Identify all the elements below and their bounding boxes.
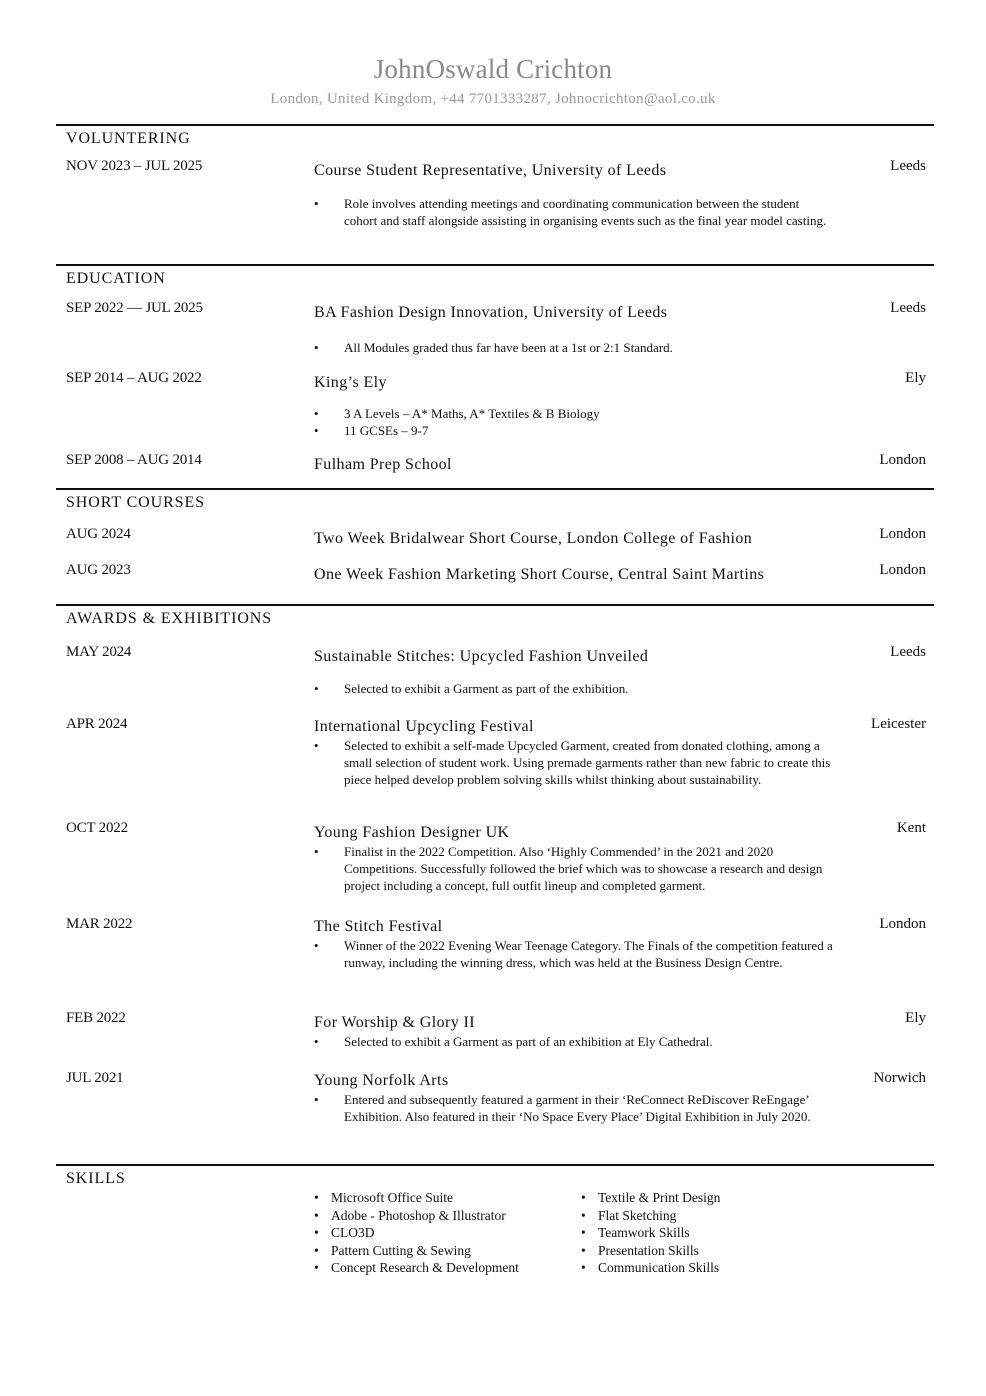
skills-list-right xyxy=(581,1189,720,1277)
entry-location: Leeds xyxy=(890,300,926,316)
entry-title: One Week Fashion Marketing Short Course, Central Saint Martins xyxy=(314,566,765,583)
contact-line: London, United Kingdom, +44 7701333287, Johnocrichton@aol.co.uk xyxy=(270,91,716,107)
entry-date: AUG 2023 xyxy=(66,562,131,578)
skill-item: • Microsoft Office Suite xyxy=(314,1189,519,1207)
entry-date: MAY 2024 xyxy=(66,644,132,660)
entry-date: SEP 2022 — JUL 2025 xyxy=(66,300,203,316)
section-divider xyxy=(56,124,934,126)
entry-location: Leeds xyxy=(890,158,926,174)
entry-bullets xyxy=(314,1033,834,1050)
skill-item: • Presentation Skills xyxy=(581,1242,720,1260)
entry-title: King’s Ely xyxy=(314,374,387,391)
entry-date: SEP 2014 – AUG 2022 xyxy=(66,370,202,386)
entry-title: BA Fashion Design Innovation, University of Leeds xyxy=(314,304,668,321)
section-heading-awards: AWARDS & EXHIBITIONS xyxy=(66,610,273,627)
bullet-item: • Selected to exhibit a Garment as part of the exhibition. xyxy=(314,680,834,697)
bullet-item: • Role involves attending meetings and coordinating communication between the student cohort and staff alongside assisting in organising events such as the final year model casting. xyxy=(314,195,834,229)
entry-bullets xyxy=(314,843,834,894)
bullet-item: • Selected to exhibit a Garment as part of an exhibition at Ely Cathedral. xyxy=(314,1033,834,1050)
entry-bullets xyxy=(314,680,834,697)
entry-title: Fulham Prep School xyxy=(314,456,452,473)
section-divider xyxy=(56,604,934,606)
entry-title: Two Week Bridalwear Short Course, London College of Fashion xyxy=(314,530,753,547)
entry-date: JUL 2021 xyxy=(66,1070,124,1086)
entry-bullets xyxy=(314,405,834,439)
skill-item: • Communication Skills xyxy=(581,1259,720,1277)
entry-date: OCT 2022 xyxy=(66,820,128,836)
entry-date: APR 2024 xyxy=(66,716,128,732)
bullet-item: • Finalist in the 2022 Competition. Also ‘Highly Commended’ in the 2021 and 2020 Competitions. Successfully followed the brief which was to showcase a research and design project including a concept, full outfit lineup and completed garment. xyxy=(314,843,834,894)
entry-title: International Upcycling Festival xyxy=(314,718,534,735)
entry-location: London xyxy=(879,562,926,578)
entry-location: London xyxy=(879,916,926,932)
section-divider xyxy=(56,264,934,266)
entry-title: Young Fashion Designer UK xyxy=(314,824,510,841)
skills-list-left xyxy=(314,1189,519,1277)
entry-date: SEP 2008 – AUG 2014 xyxy=(66,452,202,468)
entry-location: London xyxy=(879,452,926,468)
section-divider xyxy=(56,488,934,490)
section-heading-volunteering: VOLUNTERING xyxy=(66,130,191,147)
entry-title: Course Student Representative, University of Leeds xyxy=(314,162,667,179)
entry-title: Sustainable Stitches: Upcycled Fashion Unveiled xyxy=(314,648,649,665)
entry-bullets xyxy=(314,737,834,788)
entry-location: Norwich xyxy=(873,1070,926,1086)
entry-bullets xyxy=(314,339,834,356)
section-heading-short-courses: SHORT COURSES xyxy=(66,494,205,511)
entry-location: Ely xyxy=(905,370,926,386)
skill-item: • Teamwork Skills xyxy=(581,1224,720,1242)
bullet-item: • 3 A Levels – A* Maths, A* Textiles & B Biology xyxy=(314,405,834,422)
entry-location: Kent xyxy=(896,820,926,836)
skill-item: • Pattern Cutting & Sewing xyxy=(314,1242,519,1260)
entry-bullets xyxy=(314,195,834,229)
entry-bullets xyxy=(314,1091,834,1125)
entry-location: Leicester xyxy=(871,716,926,732)
bullet-item: • 11 GCSEs – 9-7 xyxy=(314,422,834,439)
cv-name: JohnOswald Crichton xyxy=(373,54,613,84)
bullet-item: • Winner of the 2022 Evening Wear Teenage Category. The Finals of the competition featured a runway, including the winning dress, which was held at the Business Design Centre. xyxy=(314,937,834,971)
section-divider xyxy=(56,1164,934,1166)
section-heading-skills: SKILLS xyxy=(66,1170,126,1187)
skill-item: • Adobe - Photoshop & Illustrator xyxy=(314,1207,519,1225)
skill-item: • CLO3D xyxy=(314,1224,519,1242)
bullet-item: • All Modules graded thus far have been at a 1st or 2:1 Standard. xyxy=(314,339,834,356)
entry-title: For Worship & Glory II xyxy=(314,1014,475,1031)
entry-bullets xyxy=(314,937,834,971)
skill-item: • Textile & Print Design xyxy=(581,1189,720,1207)
entry-title: The Stitch Festival xyxy=(314,918,443,935)
bullet-item: • Entered and subsequently featured a garment in their ‘ReConnect ReDiscover ReEngage’ Exhibition. Also featured in their ‘No Space Every Place’ Digital Exhibition in July 2020. xyxy=(314,1091,834,1125)
skill-item: • Flat Sketching xyxy=(581,1207,720,1225)
entry-date: NOV 2023 – JUL 2025 xyxy=(66,158,203,174)
skill-item: • Concept Research & Development xyxy=(314,1259,519,1277)
section-heading-education: EDUCATION xyxy=(66,270,166,287)
entry-title: Young Norfolk Arts xyxy=(314,1072,449,1089)
entry-date: AUG 2024 xyxy=(66,526,131,542)
entry-location: London xyxy=(879,526,926,542)
entry-date: MAR 2022 xyxy=(66,916,133,932)
entry-location: Leeds xyxy=(890,644,926,660)
bullet-item: • Selected to exhibit a self-made Upcycled Garment, created from donated clothing, among a small selection of student work. Using premade garments rather than new fabric to create this piece helped develop problem solving skills whilst thinking about sustainability. xyxy=(314,737,834,788)
entry-date: FEB 2022 xyxy=(66,1010,126,1026)
entry-location: Ely xyxy=(905,1010,926,1026)
